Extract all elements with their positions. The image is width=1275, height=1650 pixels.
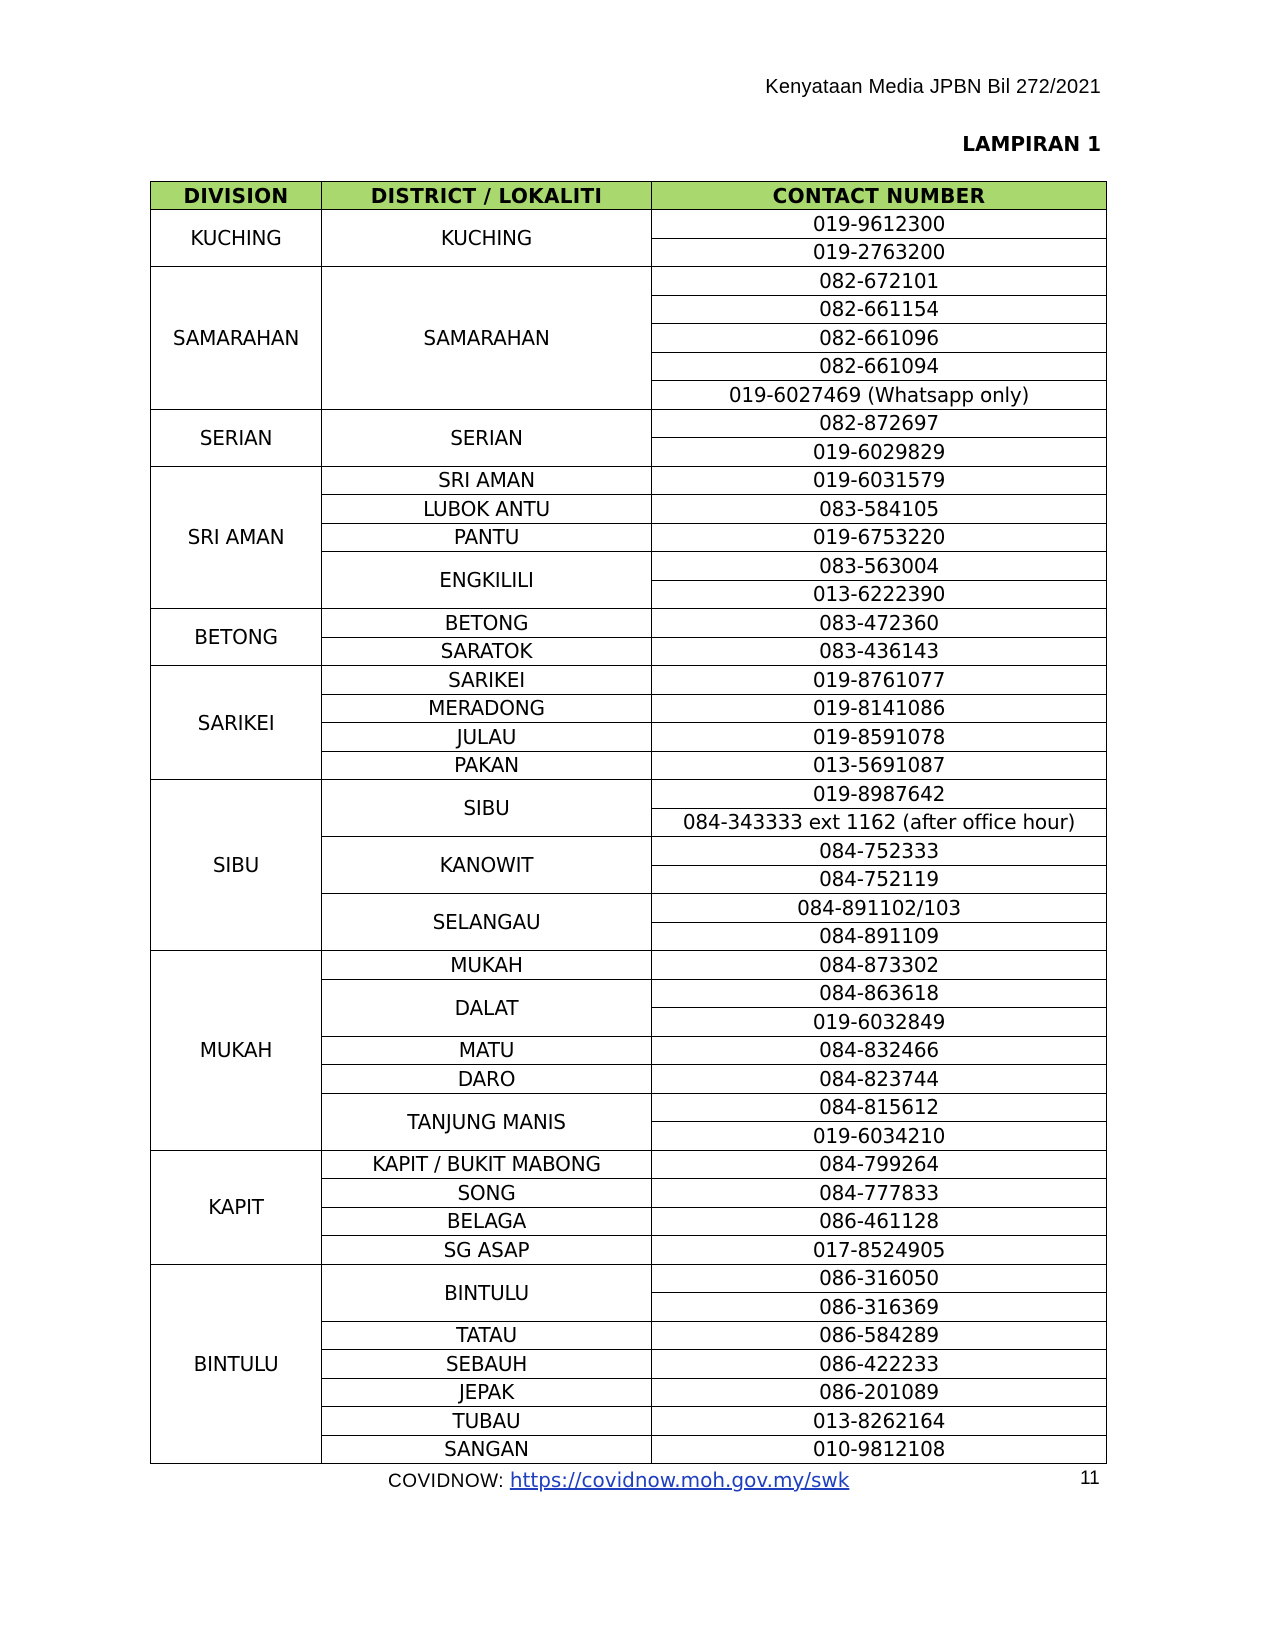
contact-number-cell: 019-6032849: [652, 1008, 1107, 1037]
division-cell: MUKAH: [151, 951, 322, 1151]
contact-number-cell: 084-777833: [652, 1179, 1107, 1208]
contact-number-cell: 019-6029829: [652, 438, 1107, 467]
contact-number-cell: 083-436143: [652, 637, 1107, 666]
district-cell: JEPAK: [322, 1378, 652, 1407]
contact-number-cell: 019-8987642: [652, 780, 1107, 809]
footer-label: COVIDNOW:: [388, 1471, 510, 1492]
division-cell: BINTULU: [151, 1264, 322, 1464]
division-cell: SERIAN: [151, 409, 322, 466]
table-body: [151, 210, 1107, 1464]
contact-number-cell: 086-316369: [652, 1293, 1107, 1322]
district-cell: SIBU: [322, 780, 652, 837]
division-cell: SIBU: [151, 780, 322, 951]
district-cell: BINTULU: [322, 1264, 652, 1321]
contact-number-cell: 017-8524905: [652, 1236, 1107, 1265]
division-cell: SRI AMAN: [151, 466, 322, 609]
district-cell: MERADONG: [322, 694, 652, 723]
division-cell: SAMARAHAN: [151, 267, 322, 410]
contact-number-cell: 083-563004: [652, 552, 1107, 581]
table-row: [151, 951, 1107, 980]
district-cell: DARO: [322, 1065, 652, 1094]
contact-number-cell: 084-832466: [652, 1036, 1107, 1065]
contact-number-cell: 084-873302: [652, 951, 1107, 980]
table-row: [151, 210, 1107, 239]
contact-number-cell: 013-8262164: [652, 1407, 1107, 1436]
district-cell: SEBAUH: [322, 1350, 652, 1379]
division-cell: KAPIT: [151, 1150, 322, 1264]
district-cell: KUCHING: [322, 210, 652, 267]
contact-number-cell: 082-661154: [652, 295, 1107, 324]
district-cell: SARATOK: [322, 637, 652, 666]
covidnow-link[interactable]: https://covidnow.moh.gov.my/swk: [509, 1468, 850, 1492]
contact-number-cell: 086-201089: [652, 1378, 1107, 1407]
district-cell: TANJUNG MANIS: [322, 1093, 652, 1150]
contact-number-cell: 019-6027469 (Whatsapp only): [652, 381, 1107, 410]
contact-number-cell: 084-752119: [652, 865, 1107, 894]
contact-number-cell: 019-6753220: [652, 523, 1107, 552]
table-row: [151, 409, 1107, 438]
contact-number-cell: 084-343333 ext 1162 (after office hour): [652, 808, 1107, 837]
division-cell: BETONG: [151, 609, 322, 666]
district-cell: PAKAN: [322, 751, 652, 780]
header-row: [151, 182, 1107, 210]
contact-number-cell: 019-9612300: [652, 210, 1107, 239]
contact-number-cell: 083-472360: [652, 609, 1107, 638]
district-cell: ENGKILILI: [322, 552, 652, 609]
contact-number-cell: 084-891109: [652, 922, 1107, 951]
district-cell: SAMARAHAN: [322, 267, 652, 410]
table-row: [151, 267, 1107, 296]
contact-number-cell: 084-815612: [652, 1093, 1107, 1122]
table-row: [151, 1264, 1107, 1293]
footer-source: [388, 1468, 849, 1493]
division-cell: KUCHING: [151, 210, 322, 267]
contact-number-cell: 082-661094: [652, 352, 1107, 381]
district-cell: SELANGAU: [322, 894, 652, 951]
district-cell: BELAGA: [322, 1207, 652, 1236]
appendix-title: LAMPIRAN 1: [962, 132, 1101, 156]
contact-number-cell: 086-461128: [652, 1207, 1107, 1236]
district-cell: MUKAH: [322, 951, 652, 980]
contact-number-cell: 019-8761077: [652, 666, 1107, 695]
table-row: [151, 666, 1107, 695]
district-cell: SG ASAP: [322, 1236, 652, 1265]
contact-number-cell: 083-584105: [652, 495, 1107, 524]
contact-number-cell: 084-752333: [652, 837, 1107, 866]
column-header-contact: CONTACT NUMBER: [652, 182, 1107, 210]
district-cell: SRI AMAN: [322, 466, 652, 495]
district-cell: TATAU: [322, 1321, 652, 1350]
contact-number-cell: 082-672101: [652, 267, 1107, 296]
contact-number-cell: 019-2763200: [652, 238, 1107, 267]
contact-number-cell: 084-891102/103: [652, 894, 1107, 923]
table-row: [151, 780, 1107, 809]
district-cell: PANTU: [322, 523, 652, 552]
contact-number-cell: 019-6031579: [652, 466, 1107, 495]
district-cell: SERIAN: [322, 409, 652, 466]
division-cell: SARIKEI: [151, 666, 322, 780]
contact-number-cell: 084-799264: [652, 1150, 1107, 1179]
table-header: [151, 182, 1107, 210]
contact-number-cell: 013-6222390: [652, 580, 1107, 609]
contact-number-cell: 019-8591078: [652, 723, 1107, 752]
contact-number-cell: 010-9812108: [652, 1435, 1107, 1464]
column-header-division: DIVISION: [151, 182, 322, 210]
district-cell: JULAU: [322, 723, 652, 752]
district-cell: KAPIT / BUKIT MABONG: [322, 1150, 652, 1179]
district-cell: KANOWIT: [322, 837, 652, 894]
page-number: 11: [1080, 1468, 1100, 1489]
district-cell: BETONG: [322, 609, 652, 638]
contact-number-cell: 019-8141086: [652, 694, 1107, 723]
district-cell: SARIKEI: [322, 666, 652, 695]
contact-number-cell: 086-422233: [652, 1350, 1107, 1379]
contact-number-cell: 084-823744: [652, 1065, 1107, 1094]
district-cell: SONG: [322, 1179, 652, 1208]
table-row: [151, 466, 1107, 495]
district-cell: DALAT: [322, 979, 652, 1036]
column-header-district: DISTRICT / LOKALITI: [322, 182, 652, 210]
contact-table: [150, 181, 1107, 1464]
district-cell: SANGAN: [322, 1435, 652, 1464]
table-row: [151, 609, 1107, 638]
contact-number-cell: 086-584289: [652, 1321, 1107, 1350]
contact-number-cell: 086-316050: [652, 1264, 1107, 1293]
table-row: [151, 1150, 1107, 1179]
contact-number-cell: 082-872697: [652, 409, 1107, 438]
contact-number-cell: 019-6034210: [652, 1122, 1107, 1151]
district-cell: TUBAU: [322, 1407, 652, 1436]
contact-number-cell: 013-5691087: [652, 751, 1107, 780]
district-cell: LUBOK ANTU: [322, 495, 652, 524]
document-reference: Kenyataan Media JPBN Bil 272/2021: [765, 76, 1101, 98]
contact-number-cell: 084-863618: [652, 979, 1107, 1008]
district-cell: MATU: [322, 1036, 652, 1065]
contact-number-cell: 082-661096: [652, 324, 1107, 353]
